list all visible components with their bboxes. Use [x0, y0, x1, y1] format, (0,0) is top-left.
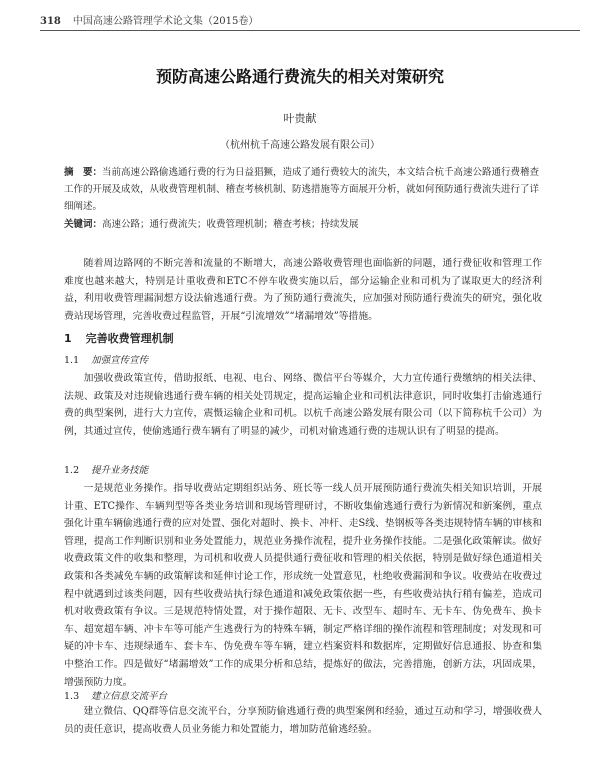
- subsection-1-2-heading: [64, 462, 148, 476]
- keywords-label: 关键词：: [64, 219, 103, 230]
- running-head: [40, 12, 580, 31]
- keywords: [64, 216, 544, 233]
- subsection-1-2-number: 1.2: [64, 465, 80, 476]
- section-1-heading: [64, 330, 174, 346]
- paper-title: 预防高速公路通行费流失的相关对策研究: [155, 67, 444, 86]
- subsection-1-3-paragraph: 建立微信、QQ群等信息交流平台，分享预防偷逃通行费的典型案例和经验，通过互动和学习，增强收费人员的责任意识，提高收费人员业务能力和处置能力，增加防范偷逃经验。: [64, 706, 542, 735]
- intro-paragraph: 随着周边路网的不断完善和流量的不断增大，高速公路收费管理也面临新的问题，通行费征收和管理工作难度也越来越大，特别是计重收费和ETC不停车收费实施以后，部分运输企业和司机为了谋取更大的经济利益，利用收费管理漏洞想方设法偷逃通行费。为了预防通行费流失，应加强对预防通行费流失的研究，强化收费站现场管理，完善收费过程监管，开展“引流增效”“堵漏增效”等措施。: [64, 258, 542, 322]
- subsection-1-3-title: 建立信息交流平台: [91, 691, 168, 702]
- subsection-1-2-paragraph: 一是规范业务操作。指导收费站定期组织站务、班长等一线人员开展预防通行费流失相关知识培训，开展计重、ETC操作、车辆判型等各类业务培训和现场管理研讨，不断收集偷逃通行费行为新情况和新案例，重点强化计重车辆偷逃通行费的应对处置、强化对超时、换卡、冲杆、走S线、垫钢板等各类违规特情车辆的审核和管理，提高工作判断识别和业务处置能力，规范业务操作流程，提升业务操作技能。二是强化政策解读。做好收费政策文件的收集和整理，为司机和收费人员提供通行费征收和管理的相关依据，特别是做好绿色通道相关政策和各类减免车辆的政策解读和延伸讨论工作，形成统一处置意见，杜绝收费漏洞和争议。收费站在收费过程中就遇到过该类问题，因有些收费站执行绿色通道和减免政策依据一些，有些收费站执行稍有偏差，造成司机对收费政策有争议。三是规范特情处置，对于操作超限、无卡、改型车、超时车、无卡车、伪免费车、换卡车、超宽超车辆、冲卡车等可能产生逃费行为的特殊车辆，制定严格详细的操作流程和管理制度；对发现和可疑的冲卡车、违规绿通车、套卡车、伪免费车等车辆，建立档案资料和数据库，定期做好信息通报、协查和集中整治工作。四是做好“堵漏增效”工作的成果分析和总结，提炼好的做法，完善措施，创新方法，巩固成果，增强预防力度。: [64, 483, 542, 688]
- page-number: 318: [40, 16, 61, 27]
- section-1-title: 完善收费管理机制: [85, 332, 174, 345]
- section-1-number: 1: [64, 332, 72, 345]
- subsection-1-3-heading: [64, 688, 167, 702]
- subsection-1-1-title: 加强宣传宣传: [91, 355, 149, 366]
- abstract: [64, 164, 544, 215]
- abstract-label: 摘 要：: [64, 167, 103, 178]
- subsection-1-1-paragraph: 加强收费政策宣传，借助报纸、电视、电台、网络、微信平台等媒介，大力宣传通行费缴纳的相关法律、法规、政策及对违规偷逃通行费车辆的相关处罚规定，提高运输企业和司机法律意识，同时收集打击偷逃通行费的典型案例，进行大力宣传，震慑运输企业和司机。以杭千高速公路发展有限公司（以下简称杭千公司）为例，其通过宣传，使偷逃通行费车辆有了明显的减少，司机对偷逃通行费的违规认识有了明显的提高。: [64, 373, 542, 437]
- subsection-1-1-heading: [64, 352, 148, 366]
- affiliation: （杭州杭千高速公路发展有限公司）: [220, 140, 380, 151]
- journal-name: 中国高速公路管理学术论文集（2015卷）: [72, 16, 259, 27]
- subsection-1-3-number: 1.3: [64, 691, 80, 702]
- subsection-1-1-number: 1.1: [64, 355, 80, 366]
- keywords-text: 高速公路；通行费流失；收费管理机制；稽查考核；持续发展: [102, 219, 359, 230]
- abstract-text: 当前高速公路偷逃通行费的行为日益猖獗，造成了通行费较大的流失，本文结合杭千高速公路通行费稽查工作的开展及成效，从收费管理机制、稽查考核机制、防逃措施等方面展开分析，就如何预防通行费流失进行了详细阐述。: [64, 167, 540, 212]
- author: 叶贵献: [283, 112, 317, 125]
- subsection-1-2-title: 提升业务技能: [91, 465, 149, 476]
